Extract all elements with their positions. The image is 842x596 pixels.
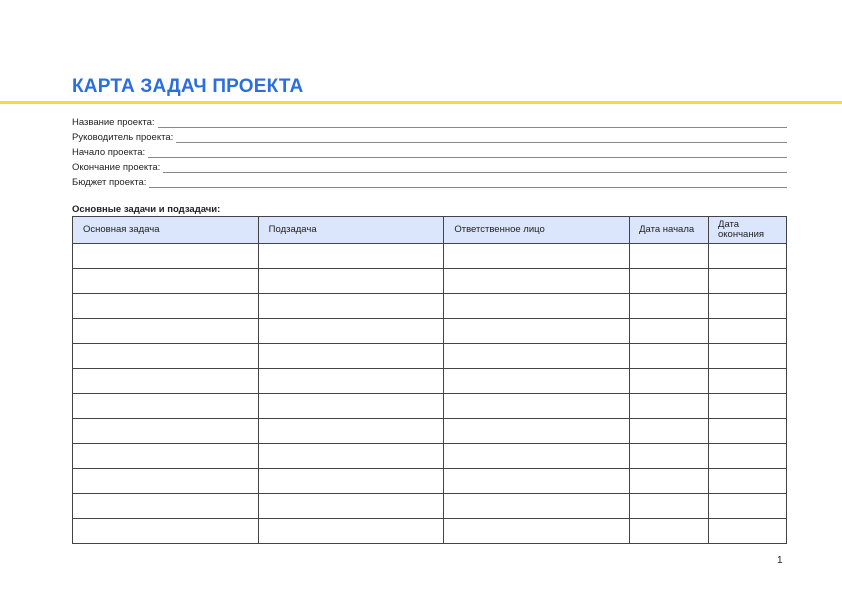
table-row [73,294,787,319]
table-cell[interactable] [709,444,787,469]
field-label: Бюджет проекта: [72,177,147,188]
field-project-end [72,158,787,173]
header-responsible: Ответственное лицо [444,217,630,244]
table-cell[interactable] [444,244,630,269]
table-cell[interactable] [630,244,709,269]
table-cell[interactable] [709,494,787,519]
table-cell[interactable] [73,519,259,544]
field-label: Начало проекта: [72,147,146,158]
field-input-line[interactable] [158,118,787,128]
table-cell[interactable] [630,444,709,469]
table-cell[interactable] [444,344,630,369]
page-title: КАРТА ЗАДАЧ ПРОЕКТА [72,76,304,97]
table-header-row [73,217,787,244]
table-cell[interactable] [73,394,259,419]
table-cell[interactable] [258,369,444,394]
field-label: Руководитель проекта: [72,132,174,143]
table-row [73,319,787,344]
table-cell[interactable] [709,319,787,344]
table-row [73,419,787,444]
table-cell[interactable] [73,419,259,444]
table-row [73,269,787,294]
table-cell[interactable] [444,444,630,469]
table-row [73,344,787,369]
field-project-manager [72,128,787,143]
table-cell[interactable] [709,269,787,294]
page-number: 1 [777,555,783,566]
table-row [73,444,787,469]
field-input-line[interactable] [163,163,787,173]
table-row [73,519,787,544]
table-cell[interactable] [258,419,444,444]
table-cell[interactable] [709,394,787,419]
project-fields [72,113,787,188]
header-start-date: Дата начала [630,217,709,244]
tasks-table [72,216,787,544]
table-cell[interactable] [630,344,709,369]
field-project-start [72,143,787,158]
table-cell[interactable] [73,294,259,319]
field-label: Название проекта: [72,117,155,128]
table-cell[interactable] [444,494,630,519]
table-row [73,394,787,419]
table-cell[interactable] [709,469,787,494]
table-cell[interactable] [709,419,787,444]
table-cell[interactable] [258,444,444,469]
table-cell[interactable] [73,369,259,394]
table-cell[interactable] [630,469,709,494]
table-cell[interactable] [630,419,709,444]
table-cell[interactable] [73,494,259,519]
table-cell[interactable] [630,369,709,394]
table-cell[interactable] [258,469,444,494]
table-cell[interactable] [630,319,709,344]
table-cell[interactable] [73,444,259,469]
table-cell[interactable] [444,419,630,444]
field-label: Окончание проекта: [72,162,161,173]
table-row [73,244,787,269]
table-cell[interactable] [73,319,259,344]
table-cell[interactable] [258,269,444,294]
field-input-line[interactable] [149,178,787,188]
table-cell[interactable] [709,369,787,394]
table-cell[interactable] [73,344,259,369]
table-cell[interactable] [630,269,709,294]
table-cell[interactable] [258,394,444,419]
table-cell[interactable] [630,494,709,519]
header-end-date: Дата окончания [709,217,787,244]
table-cell[interactable] [709,294,787,319]
title-underline [0,101,842,104]
table-cell[interactable] [630,394,709,419]
table-cell[interactable] [258,244,444,269]
table-cell[interactable] [444,369,630,394]
table-cell[interactable] [630,294,709,319]
table-cell[interactable] [73,469,259,494]
table-cell[interactable] [73,244,259,269]
table-cell[interactable] [709,244,787,269]
table-cell[interactable] [630,519,709,544]
table-row [73,369,787,394]
field-project-name [72,113,787,128]
table-cell[interactable] [444,294,630,319]
table-cell[interactable] [444,469,630,494]
table-cell[interactable] [444,519,630,544]
table-cell[interactable] [709,519,787,544]
section-title: Основные задачи и подзадачи: [72,204,221,215]
table-cell[interactable] [258,344,444,369]
table-row [73,494,787,519]
table-cell[interactable] [444,269,630,294]
table-cell[interactable] [709,344,787,369]
field-project-budget [72,173,787,188]
table-cell[interactable] [258,494,444,519]
table-cell[interactable] [258,319,444,344]
header-subtask: Подзадача [258,217,444,244]
table-row [73,469,787,494]
table-cell[interactable] [258,294,444,319]
field-input-line[interactable] [148,148,787,158]
table-cell[interactable] [73,269,259,294]
header-main-task: Основная задача [73,217,259,244]
field-input-line[interactable] [176,133,787,143]
table-cell[interactable] [444,319,630,344]
table-cell[interactable] [444,394,630,419]
table-cell[interactable] [258,519,444,544]
